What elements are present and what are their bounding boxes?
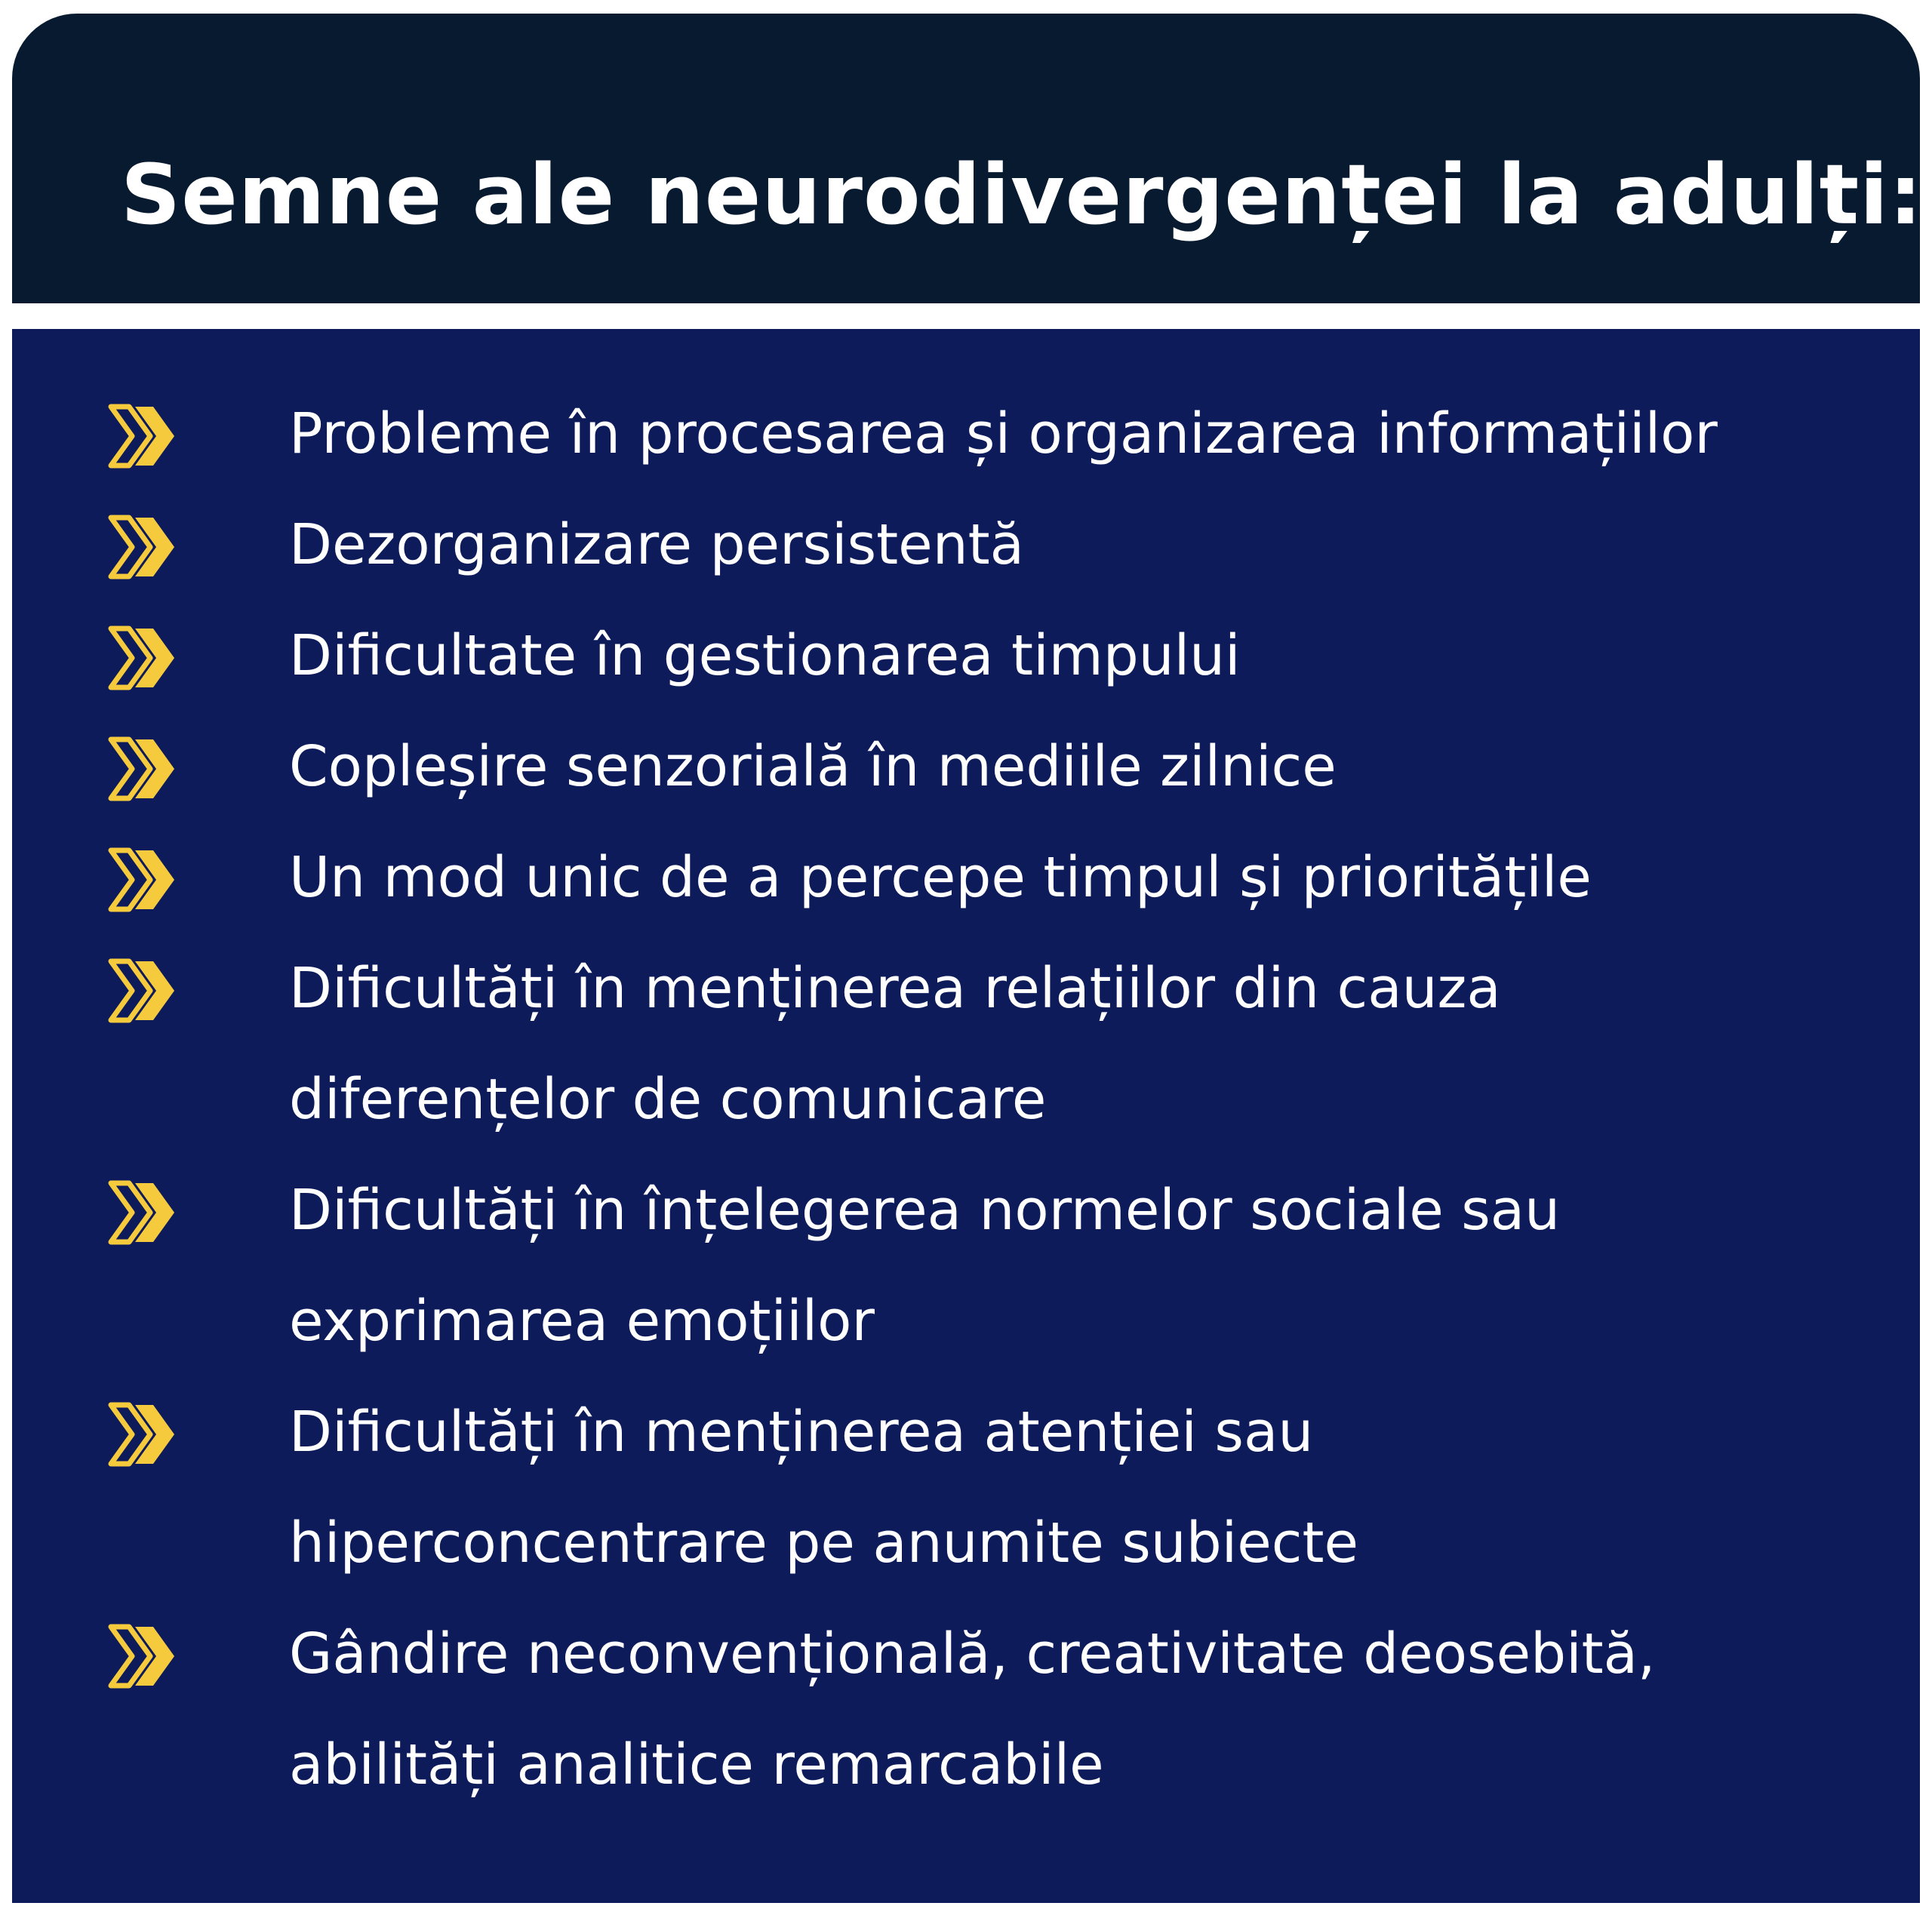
list-item: [12, 601, 1920, 712]
list-item-line2: exprimarea emoțiilor: [289, 1289, 875, 1354]
list-item-line2: diferențelor de comunicare: [289, 1067, 1047, 1132]
list-item-line2: abilități analitice remarcabile: [289, 1732, 1104, 1797]
double-chevron-right-icon: [104, 733, 180, 804]
double-chevron-right-icon: [104, 1621, 180, 1692]
list-item-line1: Gândire neconvențională, creativitate deosebită,: [289, 1622, 1656, 1686]
list-item-line1: Probleme în procesarea și organizarea informațiilor: [289, 401, 1718, 466]
list-item-line1: Un mod unic de a percepe timpul și prioritățile: [289, 845, 1592, 910]
list-item: [12, 490, 1920, 601]
list-item-line1: Copleșire senzorială în mediile zilnice: [289, 734, 1337, 799]
list-item-line1: Dificultăți în înțelegerea normelor sociale sau: [289, 1178, 1561, 1243]
double-chevron-right-icon: [104, 955, 180, 1026]
double-chevron-right-icon: [104, 844, 180, 915]
list-item-line1: Dezorganizare persistentă: [289, 512, 1024, 577]
list-item: [12, 822, 1920, 933]
list-item-line2: hiperconcentrare pe anumite subiecte: [289, 1511, 1358, 1575]
double-chevron-right-icon: [104, 401, 180, 472]
list-item-line1: Dificultăți în menținerea atenției sau: [289, 1400, 1314, 1465]
list-item-line1: Dificultăți în menținerea relațiilor din cauza: [289, 956, 1501, 1021]
list-item: [12, 1155, 1920, 1377]
header-banner: [12, 14, 1923, 303]
list-item: [12, 1599, 1920, 1821]
page-title: Semne ale neurodivergenței la adulți:: [121, 146, 1923, 243]
double-chevron-right-icon: [104, 622, 180, 693]
list-item-line1: Dificultate în gestionarea timpului: [289, 623, 1241, 688]
list-item: [12, 712, 1920, 822]
list-item: [12, 379, 1920, 490]
double-chevron-right-icon: [104, 1399, 180, 1470]
signs-panel: [12, 329, 1920, 1903]
list-item: [12, 933, 1920, 1155]
list-item: [12, 1377, 1920, 1599]
double-chevron-right-icon: [104, 1177, 180, 1248]
signs-list: [12, 379, 1920, 1821]
double-chevron-right-icon: [104, 512, 180, 583]
